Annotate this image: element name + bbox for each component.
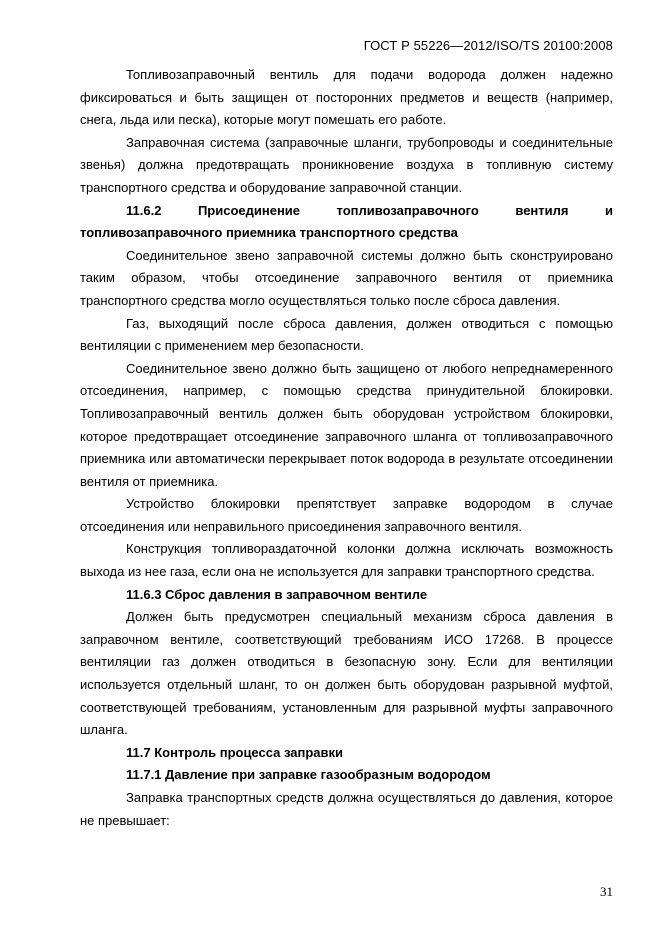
paragraph: Газ, выходящий после сброса давления, должен отводиться с помощью вентиляции с применением мер безопасности.: [80, 315, 613, 354]
paragraph: Должен быть предусмотрен специальный механизм сброса давления в заправочном вентиле, соответствующий требованиям ИСО 17268. В процессе вентиляции газ должен отводиться в безопасную зону. Если для вентиляции используется отдельный шланг, то он должен быть оборудован разрывной муфтой, соответствующей требованиям, установленным для разрывной муфты заправочного шланга.: [80, 609, 613, 738]
document-header: ГОСТ Р 55226—2012/ISO/TS 20100:2008: [363, 38, 613, 53]
section-heading: 11.6.2 Присоединение топливозаправочного вентиля и топливозаправочного приемника транспортного средства: [80, 202, 613, 241]
paragraph: Топливозаправочный вентиль для подачи водорода должен надежно фиксироваться и быть защищен от посторонних предметов и веществ (например, снега, льда или песка), которые могут помешать его работе.: [80, 67, 613, 128]
section-heading: 11.7 Контроль процесса заправки: [126, 744, 343, 760]
paragraph: Устройство блокировки препятствует заправке водородом в случае отсоединения или неправильного присоединения заправочного вентиля.: [80, 496, 613, 534]
page-number: 31: [600, 884, 613, 899]
paragraph: Заправочная система (заправочные шланги, трубопроводы и соединительные звенья) должна предотвращать проникновение воздуха в топливную систему транспортного средства и оборудование заправочной станции.: [80, 134, 613, 195]
paragraph: Соединительное звено должно быть защищено от любого непреднамеренного отсоединения, например, с помощью средства принудительной блокировки. Топливозаправочный вентиль должен быть оборудован устройством блокировки, которое предотвращает отсоединение заправочного шланга от топливозаправочного приемника или автоматически перекрывает поток водорода в результате отсоединении вентиля от приемника.: [80, 360, 613, 489]
paragraph: Заправка транспортных средств должна осуществляться до давления, которое не превышает:: [80, 790, 613, 828]
section-heading: 11.7.1 Давление при заправке газообразным водородом: [126, 767, 491, 783]
document-body: [80, 64, 613, 832]
section-heading: 11.6.3 Сброс давления в заправочном вентиле: [126, 586, 428, 602]
paragraph: Конструкция топливораздаточной колонки должна исключать возможность выхода из нее газа, если она не используется для заправки транспортного средства.: [80, 541, 613, 580]
paragraph: Соединительное звено заправочной системы должно быть сконструировано таким образом, чтобы отсоединение заправочного вентиля от приемника транспортного средства могло осуществляться только после сброса давления.: [80, 247, 613, 308]
